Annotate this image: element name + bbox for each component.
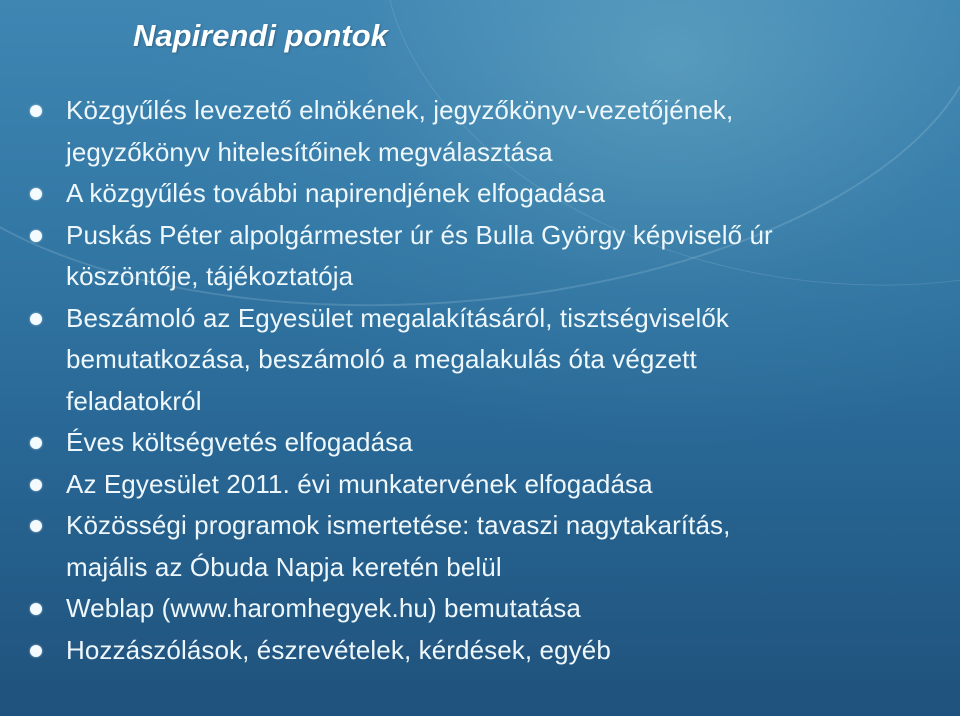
agenda-list	[24, 90, 944, 671]
agenda-item	[24, 464, 944, 506]
bullet-icon	[30, 603, 42, 615]
agenda-item-line: Éves költségvetés elfogadása	[66, 427, 413, 457]
agenda-item-line: Puskás Péter alpolgármester úr és Bulla György képviselő úr	[66, 219, 773, 250]
agenda-item	[24, 505, 944, 588]
agenda-item	[24, 215, 944, 298]
agenda-item-line: jegyzőkönyv hitelesítőinek megválasztása	[66, 136, 553, 167]
bullet-icon	[30, 230, 42, 242]
agenda-item	[24, 630, 944, 672]
bullet-icon	[30, 188, 42, 200]
agenda-item-line: feladatokról	[66, 385, 202, 416]
agenda-item-line: köszöntője, tájékoztatója	[66, 261, 354, 291]
slide-title: Napirendi pontok	[133, 18, 388, 53]
agenda-item	[24, 173, 944, 215]
bullet-icon	[30, 313, 42, 325]
agenda-item-line: Hozzászólások, észrevételek, kérdések, egyéb	[66, 634, 611, 665]
agenda-item	[24, 90, 944, 173]
agenda-item-line: bemutatkozása, beszámoló a megalakulás óta végzett	[66, 344, 697, 374]
agenda-item-line: Beszámoló az Egyesület megalakításáról, tisztségviselők	[66, 302, 730, 333]
bullet-icon	[30, 479, 42, 491]
bullet-icon	[30, 105, 42, 117]
agenda-item-line: Közgyűlés levezető elnökének, jegyzőkönyv-vezetőjének,	[66, 95, 734, 125]
agenda-item	[24, 422, 944, 464]
agenda-item-line: Weblap (www.haromhegyek.hu) bemutatása	[66, 593, 581, 623]
agenda-item	[24, 298, 944, 423]
agenda-item	[24, 588, 944, 630]
agenda-item-line: majális az Óbuda Napja keretén belül	[66, 551, 502, 582]
agenda-item-line: Közösségi programok ismertetése: tavaszi nagytakarítás,	[66, 510, 731, 540]
agenda-item-line: Az Egyesület 2011. évi munkatervének elfogadása	[66, 468, 653, 499]
bullet-icon	[30, 520, 42, 532]
bullet-icon	[30, 645, 42, 657]
agenda-item-line: A közgyűlés további napirendjének elfogadása	[66, 178, 606, 208]
bullet-icon	[30, 437, 42, 449]
